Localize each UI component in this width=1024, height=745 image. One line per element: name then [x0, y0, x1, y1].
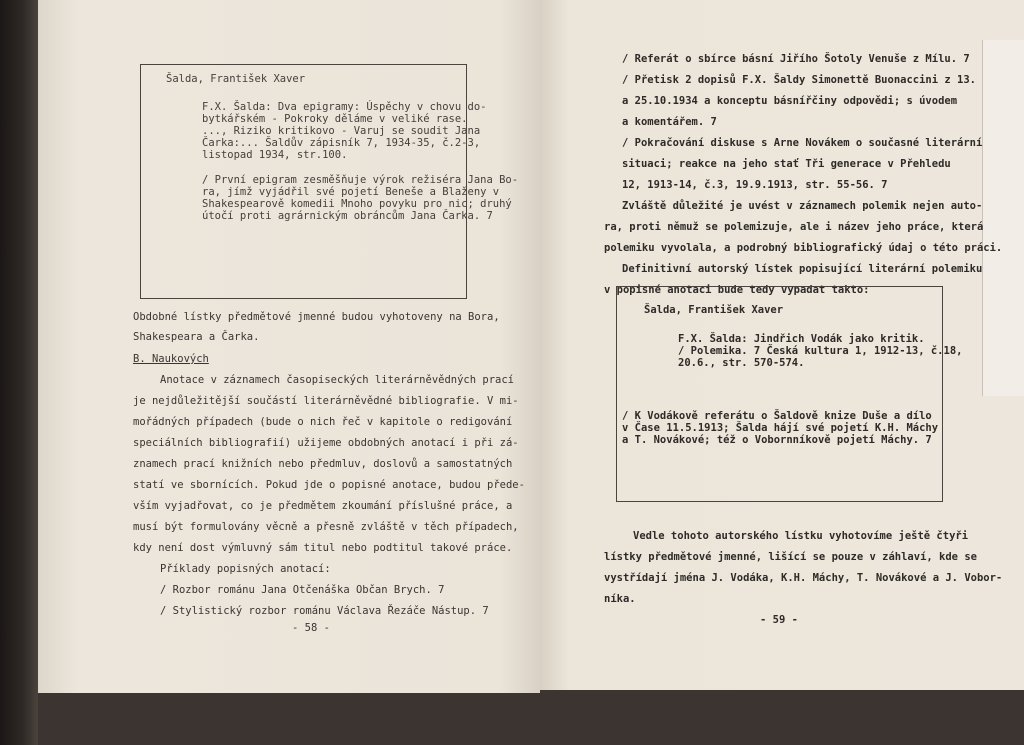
- card-entry-line: F.X. Šalda: Jindřich Vodák jako kritik.: [678, 333, 925, 345]
- body-line: v popisné anotaci bude tedy vypadat takto:: [604, 284, 870, 296]
- body-line: Definitivní autorský lístek popisující literární polemiku: [622, 263, 983, 275]
- card-heading-right: Šalda, František Xaver: [644, 304, 784, 316]
- body-line: Obdobné lístky předmětové jmenné budou vyhotoveny na Bora,: [133, 311, 500, 323]
- body-line: ra, proti němuž se polemizuje, ale i název jeho práce, která: [604, 221, 984, 233]
- page-number-left: - 58 -: [292, 622, 330, 634]
- inserted-slip: [982, 40, 1024, 396]
- table-shadow: [38, 690, 1024, 745]
- section-heading: B. Naukových: [133, 353, 209, 365]
- body-line: / Přetisk 2 dopisů F.X. Šaldy Simonettě Buonaccini z 13.: [622, 74, 977, 86]
- card-annotation-line: v Čase 11.5.1913; Šalda hájí své pojetí K.H. Máchy: [622, 422, 939, 434]
- card-annotation-line: a T. Novákové; též o Vobornníkově pojetí Máchy. 7: [622, 434, 932, 446]
- body-line: / Stylistický rozbor románu Václava Řezáče Nástup. 7: [160, 605, 489, 617]
- card-heading-left: Šalda, František Xaver: [166, 73, 306, 85]
- card-entry-line: 20.6., str. 570-574.: [678, 357, 805, 369]
- body-line: / Referát o sbírce básní Jiřího Šotoly Venuše z Mílu. 7: [622, 53, 970, 65]
- left-page: [38, 0, 540, 693]
- body-line: je nejdůležitější součástí literárněvědné bibliografie. V mi-: [133, 395, 519, 407]
- right-page: [540, 0, 1024, 690]
- body-line: vším vyjadřovat, co je předmětem zkoumání příslušné práce, a: [133, 500, 513, 512]
- card-entry-line: bytkářském - Pokroky děláme v veliké rase.: [202, 113, 468, 125]
- card-entry-line: Čarka:... Šaldův zápisník 7, 1934-35, č.2-3,: [202, 137, 481, 149]
- body-line: Zvláště důležité je uvést v záznamech polemik nejen auto-: [622, 200, 983, 212]
- body-line: 12, 1913-14, č.3, 19.9.1913, str. 55-56. 7: [622, 179, 888, 191]
- body-line: Příklady popisných anotací:: [160, 563, 331, 575]
- page-number-right: - 59 -: [760, 614, 798, 626]
- body-line: kdy není dost výmluvný sám titul nebo podtitul takové práce.: [133, 542, 513, 554]
- card-annotation-line: Shakespearově komedii Mnoho povyku pro nic; druhý: [202, 198, 512, 210]
- body-line: musí být formulovány věcně a přesně zvláště v těch případech,: [133, 521, 519, 533]
- body-line: Vedle tohoto autorského lístku vyhotovíme ještě čtyři: [633, 530, 969, 542]
- book-spine: [0, 0, 38, 745]
- card-entry-line: listopad 1934, str.100.: [202, 149, 348, 161]
- body-line: mořádných případech (bude o nich řeč v kapitole o redigování: [133, 416, 513, 428]
- body-line: speciálních bibliografií) užijeme obdobných anotací i při zá-: [133, 437, 519, 449]
- body-line: vystřídají jména J. Vodáka, K.H. Máchy, T. Novákové a J. Vobor-: [604, 572, 1003, 584]
- card-annotation-line: ra, jímž vyjádřil své pojetí Beneše a Blaženy v: [202, 186, 500, 198]
- catalog-card-right: [616, 286, 943, 502]
- card-entry-line: / Polemika. 7 Česká kultura 1, 1912-13, č.18,: [678, 345, 963, 357]
- body-line: a komentářem. 7: [622, 116, 717, 128]
- body-line: statí ve sbornících. Pokud jde o popisné anotace, budou přede-: [133, 479, 525, 491]
- card-annotation-line: / První epigram zesměšňuje výrok režiséra Jana Bo-: [202, 174, 519, 186]
- card-entry-line: ..., Riziko kritikovo - Varuj se soudit Jana: [202, 125, 481, 137]
- card-annotation-line: útočí proti agrárnickým obráncům Jana Čarka. 7: [202, 210, 493, 222]
- body-line: Anotace v záznamech časopiseckých literárněvědných prací: [160, 374, 515, 386]
- body-line: znamech prací knižních nebo předmluv, doslovů a samostatných: [133, 458, 513, 470]
- body-line: situaci; reakce na jeho stať Tři generace v Přehledu: [622, 158, 951, 170]
- body-line: níka.: [604, 593, 636, 605]
- body-line: lístky předmětové jmenné, lišící se pouze v záhlaví, kde se: [604, 551, 977, 563]
- body-line: Shakespeara a Čarka.: [133, 331, 260, 343]
- card-entry-line: F.X. Šalda: Dva epigramy: Úspěchy v chovu do-: [202, 101, 487, 113]
- body-line: a 25.10.1934 a konceptu básnířčiny odpovědi; s úvodem: [622, 95, 958, 107]
- body-line: / Pokračování diskuse s Arne Novákem o současné literární: [622, 137, 983, 149]
- card-annotation-line: / K Vodákově referátu o Šaldově knize Duše a dílo: [622, 410, 932, 422]
- body-line: polemiku vyvolala, a podrobný bibliografický údaj o této práci.: [604, 242, 1003, 254]
- body-line: / Rozbor románu Jana Otčenáška Občan Brych. 7: [160, 584, 445, 596]
